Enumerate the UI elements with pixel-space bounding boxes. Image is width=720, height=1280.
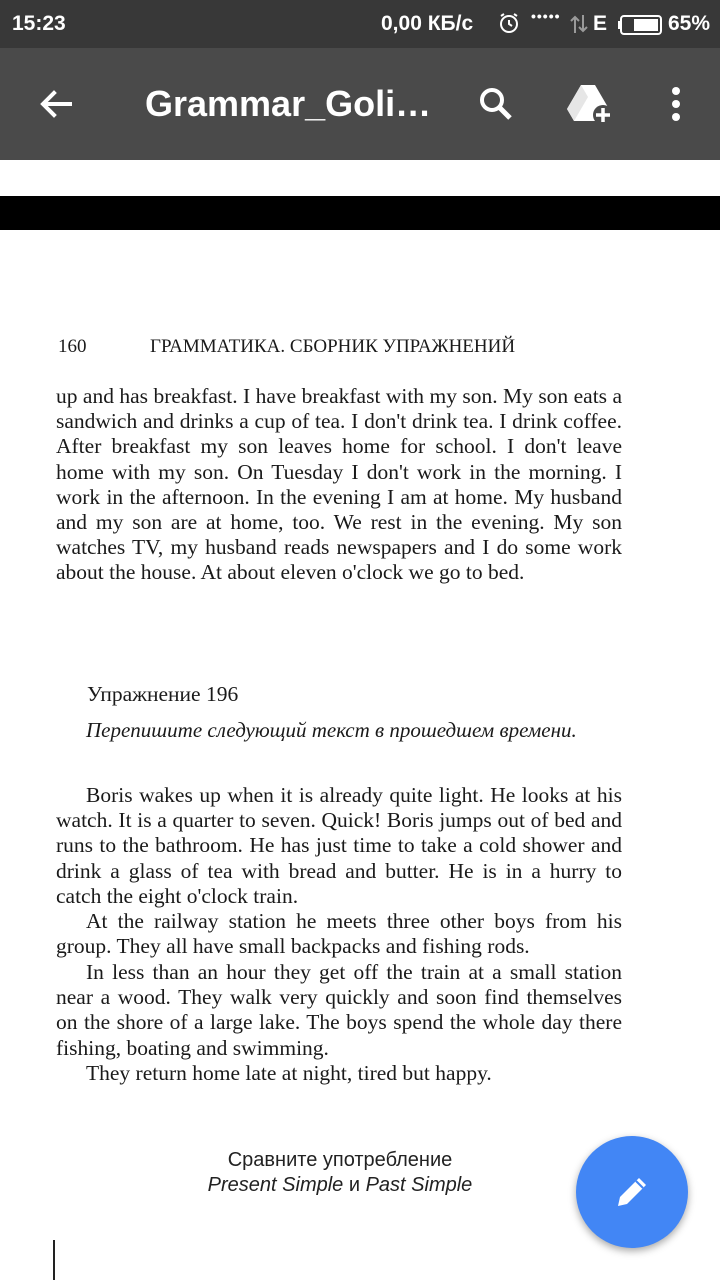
compare-note-line1: Сравните употребление (227, 1149, 453, 1171)
alarm-icon (497, 11, 521, 41)
exercise-instruction: Перепишите следующий текст в прошедшем времени. (86, 718, 577, 742)
continued-text: up and has breakfast. I have breakfast with my son. My son eats a sandwich and drinks a cup of tea. I don't drink tea. I drink coffee. After breakfast my son leaves home for school. I don't leave home with my son. On Tuesday I don't work in the morning. I work in the afternoon. In the evening I am at home. My husband and my son are at home, too. We rest in the evening. My son watches TV, my husband reads newspapers and I do some work about the house. At about eleven o'clock we go to bed. (56, 384, 622, 585)
signal-dots: ••••• (531, 8, 561, 24)
status-time: 15:23 (12, 12, 66, 35)
past-simple-label: Past Simple (365, 1174, 473, 1196)
battery-icon (618, 14, 664, 42)
running-title: ГРАММАТИКА. СБОРНИК УПРАЖНЕНИЙ (150, 336, 516, 357)
page-margin-line (53, 1240, 55, 1280)
back-button[interactable] (28, 76, 84, 132)
exercise-paragraph: They return home late at night, tired but happy. (86, 1061, 492, 1085)
data-transfer-icon (569, 13, 589, 41)
back-arrow-icon (36, 84, 76, 124)
search-icon (476, 84, 516, 124)
add-to-drive-button[interactable] (562, 76, 618, 132)
network-type: E (593, 12, 608, 35)
status-network-speed: 0,00 КБ/с (381, 12, 474, 35)
status-bar (0, 0, 720, 48)
app-toolbar (0, 48, 720, 160)
compare-note-line2 (140, 1173, 540, 1198)
present-simple-label: Present Simple (207, 1174, 344, 1196)
document-title: Grammar_Goli… (145, 83, 432, 124)
pdf-page[interactable] (0, 230, 720, 1280)
edit-fab-button[interactable] (576, 1136, 688, 1248)
more-options-button[interactable] (648, 76, 704, 132)
battery-percent: 65% (668, 12, 711, 35)
drive-add-icon (567, 83, 613, 125)
page-top-edge (0, 196, 720, 230)
compare-conjunction: и (348, 1174, 361, 1196)
more-vert-icon (670, 84, 682, 124)
exercise-paragraph: In less than an hour they get off the train at a small station near a wood. They walk very quickly and soon find themselves on the shore of a large lake. The boys spend the whole day there fishing, boating and swimming. (56, 960, 622, 1060)
exercise-title: Упражнение 196 (87, 682, 239, 706)
page-number: 160 (58, 336, 87, 357)
exercise-paragraph: At the railway station he meets three other boys from his group. They all have small backpacks and fishing rods. (56, 909, 622, 959)
edit-pencil-icon (612, 1172, 652, 1212)
search-button[interactable] (468, 76, 524, 132)
compare-note (140, 1148, 540, 1198)
exercise-paragraph: Boris wakes up when it is already quite light. He looks at his watch. It is a quarter to seven. Quick! Boris jumps out of bed and runs to the bathroom. He has just time to take a cold shower and drink a glass of tea with bread and butter. He is in a hurry to catch the eight o'clock train. (56, 783, 622, 908)
